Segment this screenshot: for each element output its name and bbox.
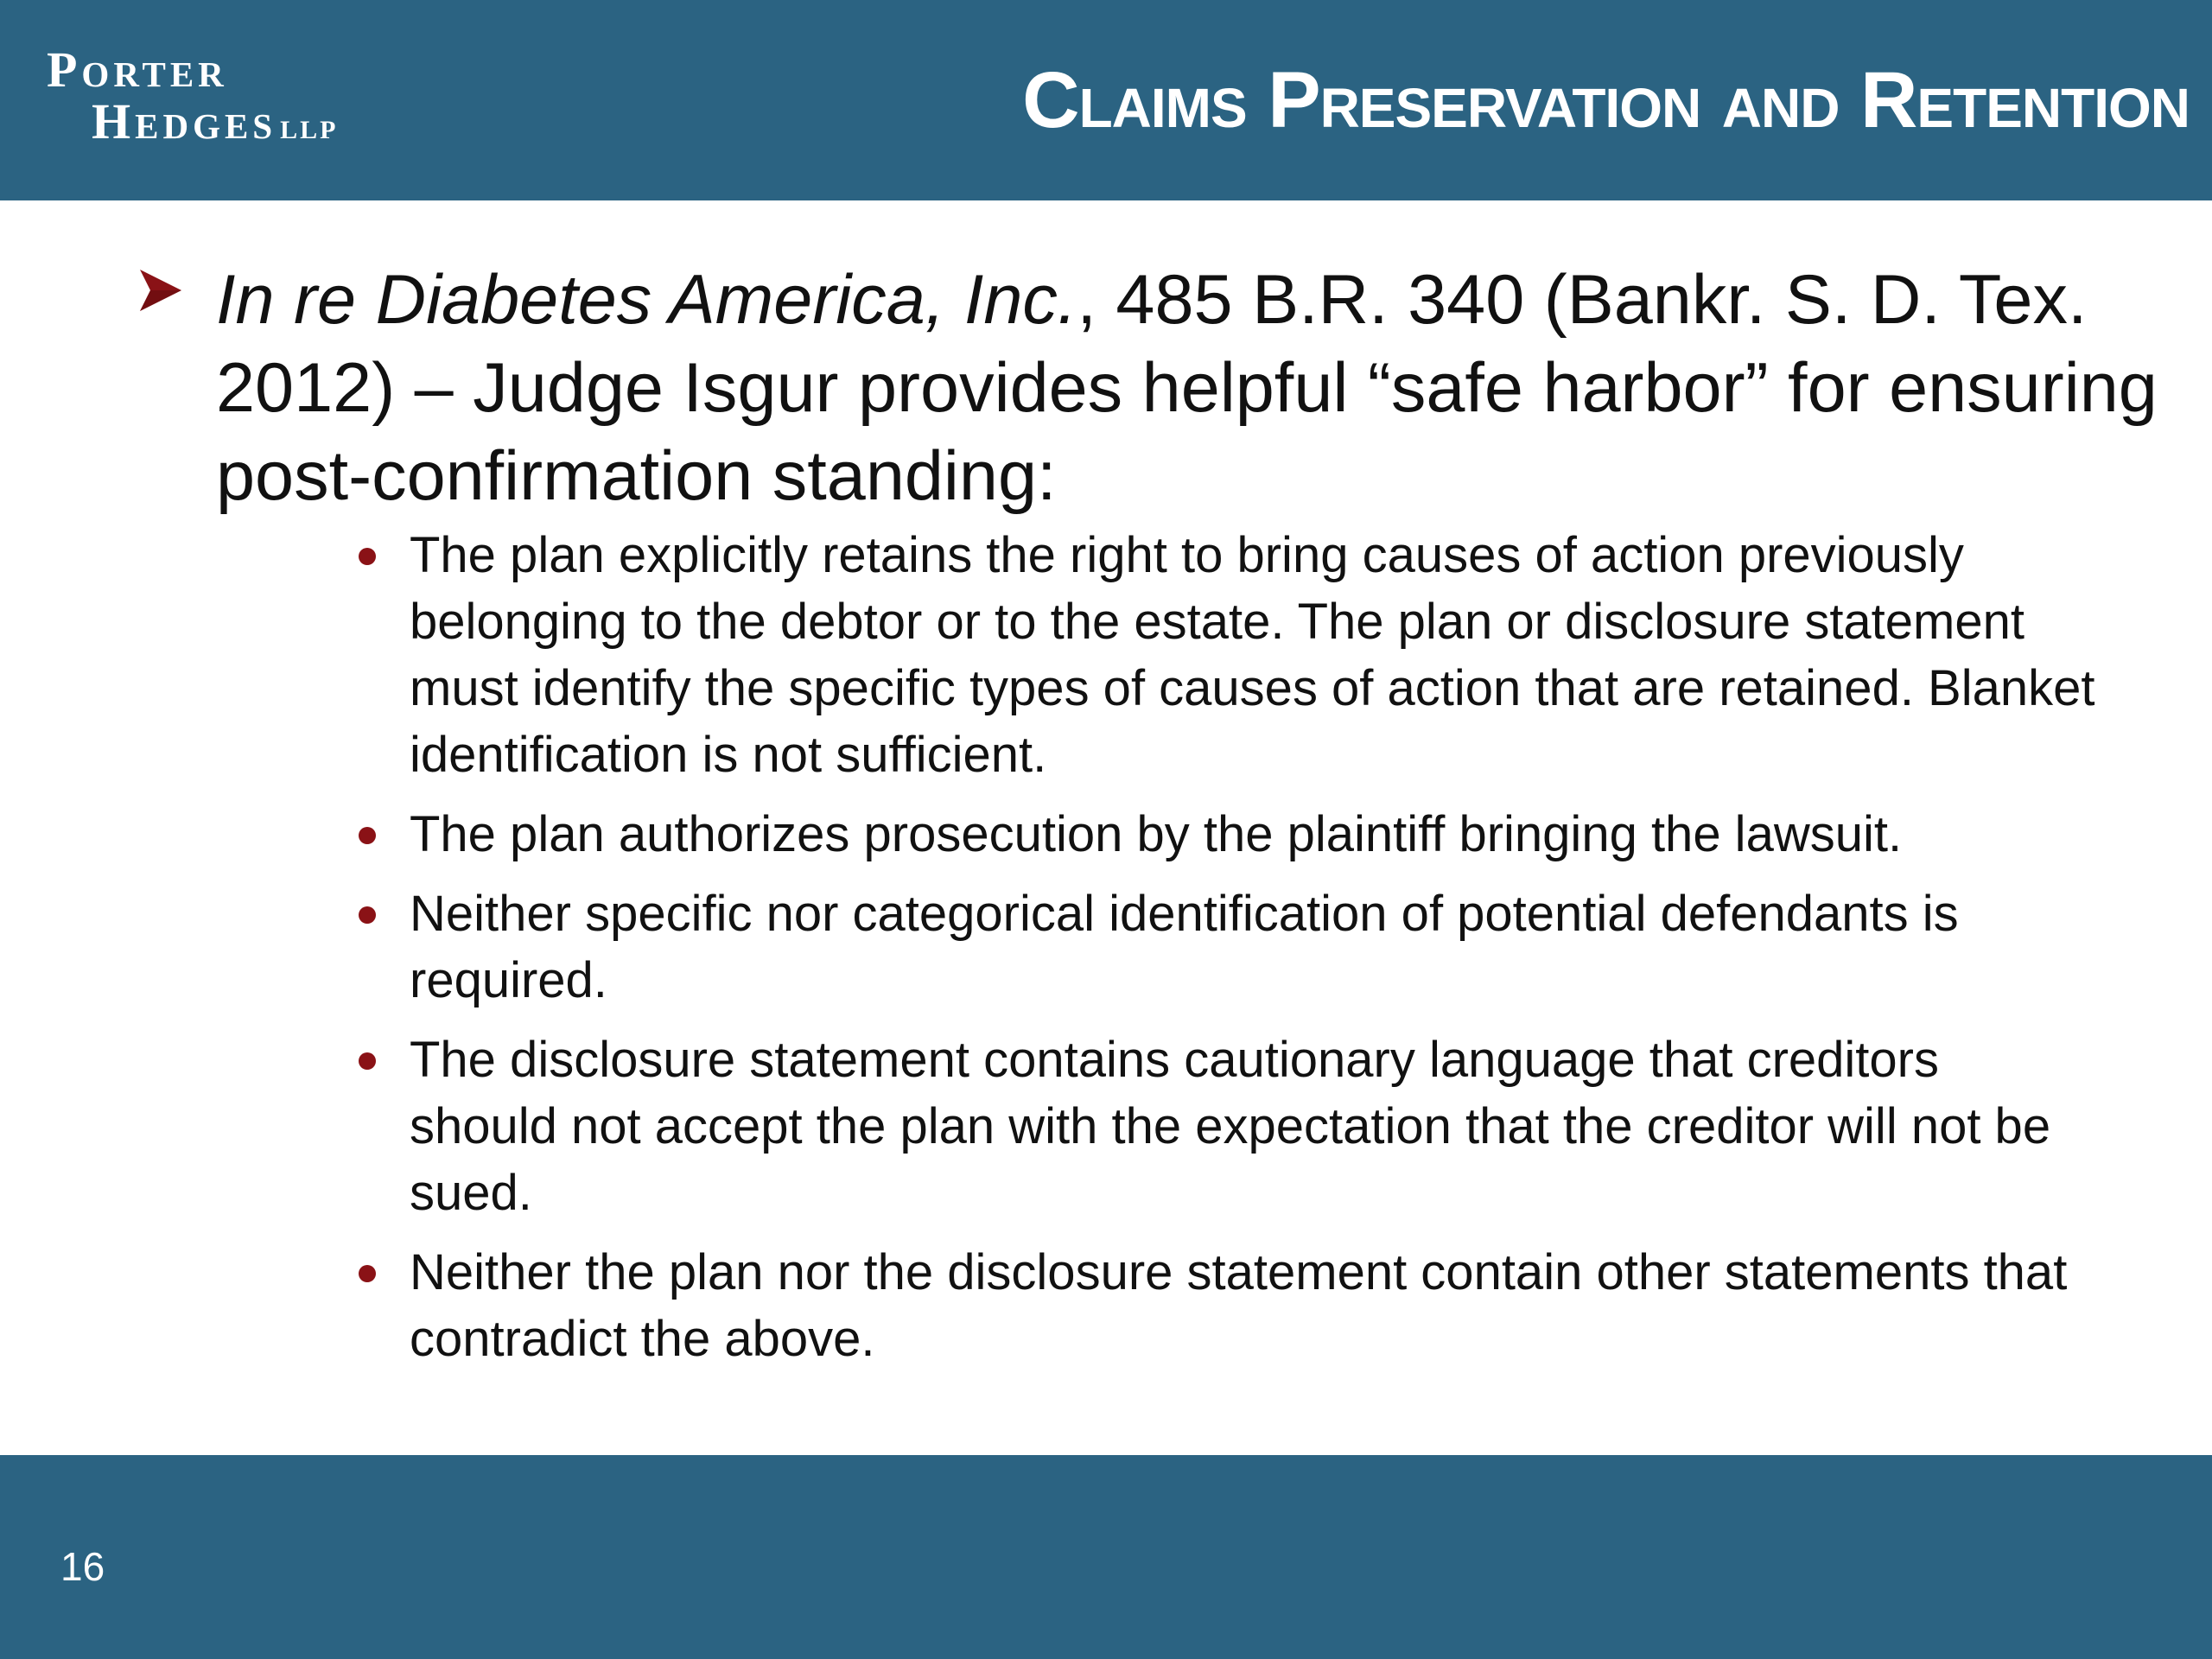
- list-item: [354, 1027, 2100, 1226]
- case-citation: , 485 B.R. 340 (Bankr. S. D. Tex. 2012) – Judge Isgur provides helpful “safe harbor” for ensuring post-confirmation standing:: [216, 261, 2158, 515]
- list-item: [354, 1239, 2100, 1372]
- list-item-text: The plan authorizes prosecution by the plaintiff bringing the lawsuit.: [410, 806, 1903, 862]
- logo-suffix: LLP: [280, 116, 339, 144]
- bullet-dot-icon: [359, 548, 376, 565]
- sub-bullet-list: [354, 522, 2100, 1385]
- bullet-dot-icon: [359, 906, 376, 924]
- page-number: 16: [60, 1544, 105, 1589]
- list-item-text: The disclosure statement contains cautionary language that creditors should not accept the plan with the expectation that the creditor will not be sued.: [410, 1032, 2051, 1221]
- list-item-text: Neither specific nor categorical identification of potential defendants is required.: [410, 886, 1959, 1008]
- bullet-dot-icon: [359, 1052, 376, 1070]
- list-item: [354, 880, 2100, 1014]
- list-item-text: Neither the plan nor the disclosure statement contain other statements that contradict the above.: [410, 1244, 2068, 1367]
- list-item: [354, 801, 2100, 868]
- slide-title: Claims Preservation and Retention: [1022, 56, 2190, 144]
- main-bullet-text: [216, 256, 2169, 520]
- footer-band: [0, 1455, 2212, 1659]
- arrow-bullet-icon: [137, 266, 185, 315]
- list-item: [354, 522, 2100, 788]
- bullet-dot-icon: [359, 827, 376, 844]
- bullet-dot-icon: [359, 1265, 376, 1282]
- logo-line-2-text: Hedges: [92, 93, 277, 149]
- firm-logo: [47, 41, 339, 149]
- logo-line-2: [92, 93, 339, 149]
- list-item-text: The plan explicitly retains the right to bring causes of action previously belonging to the debtor or to the estate. The plan or disclosure statement must identify the specific types of causes of action that are retained. Blanket identification is not sufficient.: [410, 527, 2095, 783]
- header-band: [0, 0, 2212, 200]
- logo-line-1: Porter: [47, 41, 228, 98]
- case-name: In re Diabetes America, Inc.: [216, 261, 1077, 339]
